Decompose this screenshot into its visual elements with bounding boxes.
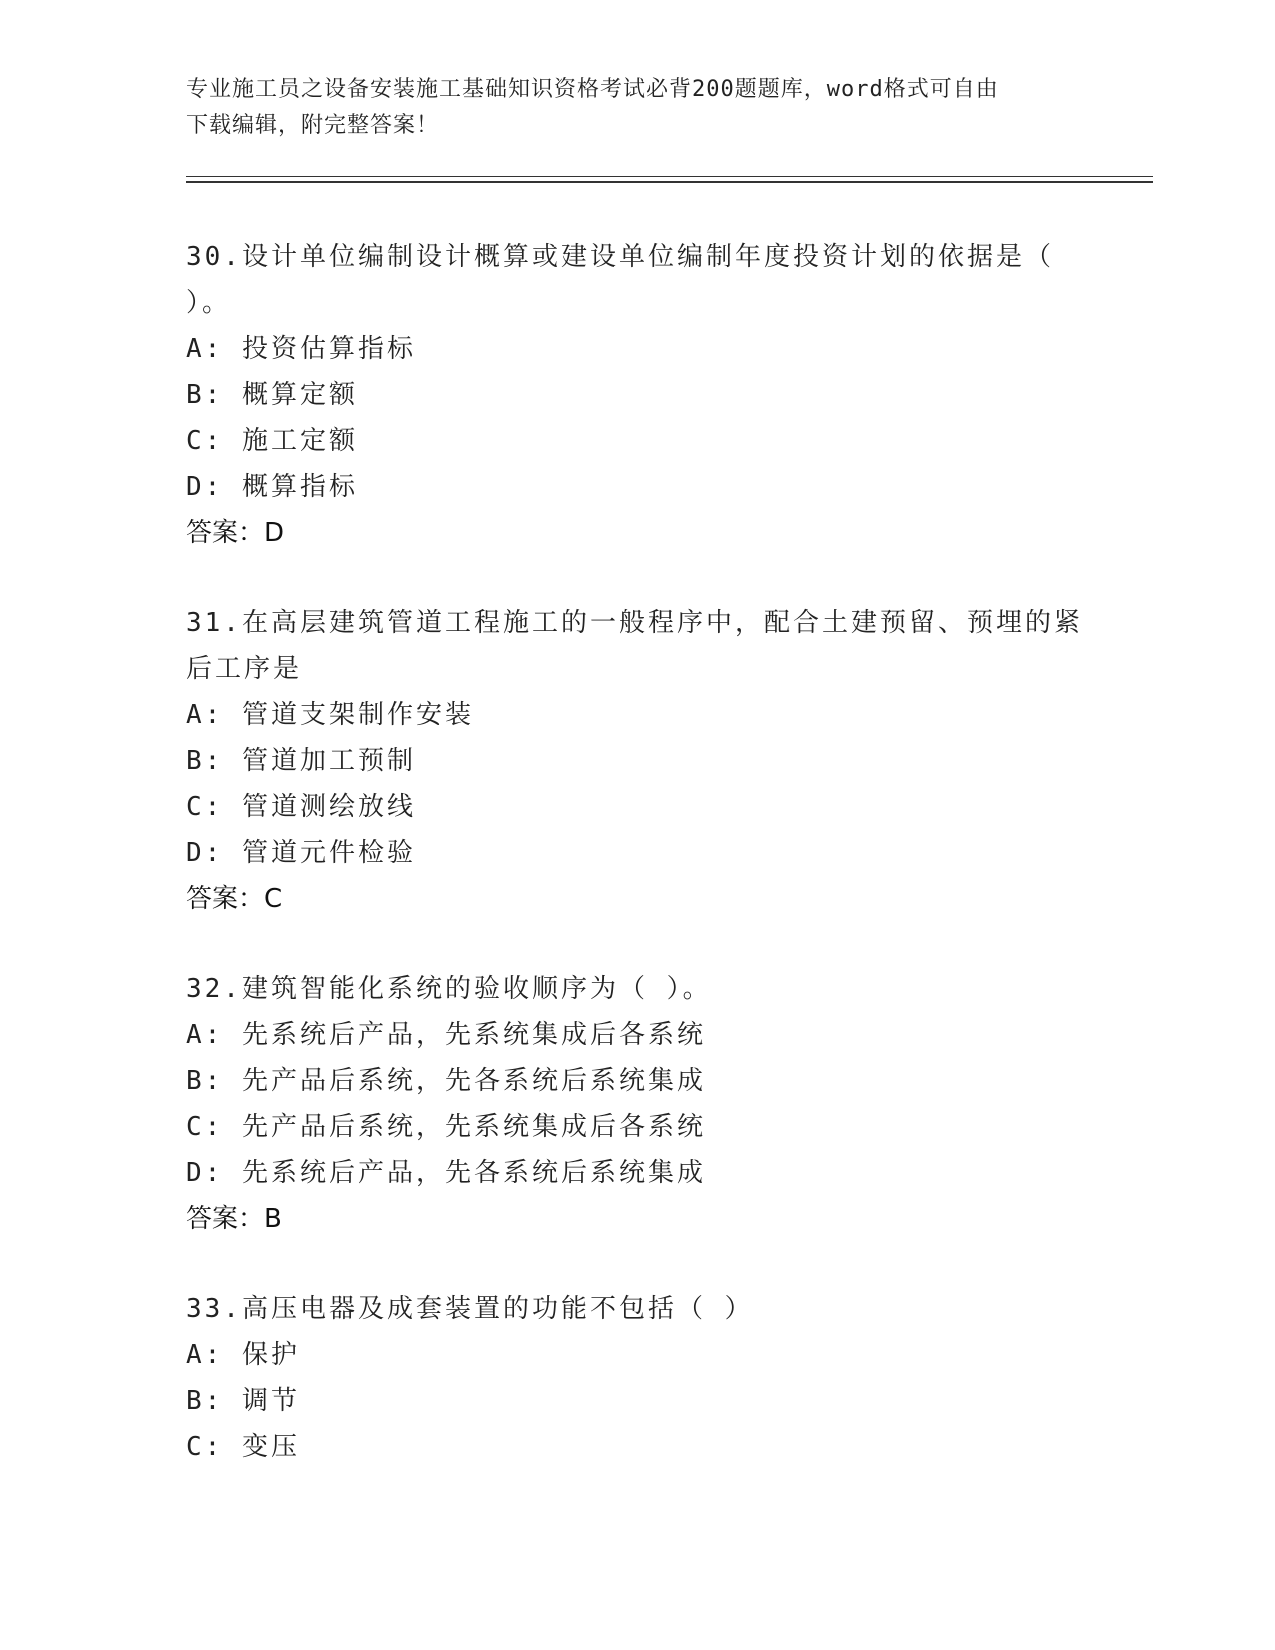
- question-30: [186, 234, 1086, 556]
- question-33: [186, 1286, 1086, 1470]
- header-divider-thick: [186, 181, 1153, 183]
- question-32: [186, 966, 1086, 1242]
- option-b: B: 管道加工预制: [186, 746, 416, 776]
- option-c: C: 管道测绘放线: [186, 792, 416, 822]
- option-d: D: 管道元件检验: [186, 838, 416, 868]
- answer: 答案：B: [186, 1204, 282, 1234]
- option-a: A: 保护: [186, 1340, 300, 1370]
- question-stem: 30.设计单位编制设计概算或建设单位编制年度投资计划的依据是（: [186, 242, 1054, 272]
- option-a: A: 先系统后产品，先系统集成后各系统: [186, 1020, 706, 1050]
- option-a: A: 管道支架制作安装: [186, 700, 474, 730]
- option-c: C: 先产品后系统，先系统集成后各系统: [186, 1112, 706, 1142]
- question-stem: 32.建筑智能化系统的验收顺序为（ ）。: [186, 974, 712, 1004]
- question-31: [186, 600, 1086, 922]
- document-header: [186, 72, 1086, 144]
- answer: 答案：D: [186, 518, 285, 548]
- header-divider-thin: [186, 176, 1153, 177]
- option-c: C: 施工定额: [186, 426, 358, 456]
- option-d: D: 先系统后产品，先各系统后系统集成: [186, 1158, 706, 1188]
- option-b: B: 调节: [186, 1386, 300, 1416]
- question-stem-continued: ）。: [186, 288, 232, 318]
- option-b: B: 先产品后系统，先各系统后系统集成: [186, 1066, 706, 1096]
- question-stem: 31.在高层建筑管道工程施工的一般程序中，配合土建预留、预埋的紧: [186, 608, 1083, 638]
- option-a: A: 投资估算指标: [186, 334, 416, 364]
- option-c: C: 变压: [186, 1432, 300, 1462]
- answer: 答案：C: [186, 884, 283, 914]
- header-line-2: 下载编辑，附完整答案！: [186, 113, 440, 138]
- option-b: B: 概算定额: [186, 380, 358, 410]
- question-stem-continued: 后工序是: [186, 654, 303, 684]
- option-d: D: 概算指标: [186, 472, 358, 502]
- header-line-1: 专业施工员之设备安装施工基础知识资格考试必背200题题库，word格式可自由: [186, 77, 999, 102]
- question-stem: 33.高压电器及成套装置的功能不包括（ ）: [186, 1294, 754, 1324]
